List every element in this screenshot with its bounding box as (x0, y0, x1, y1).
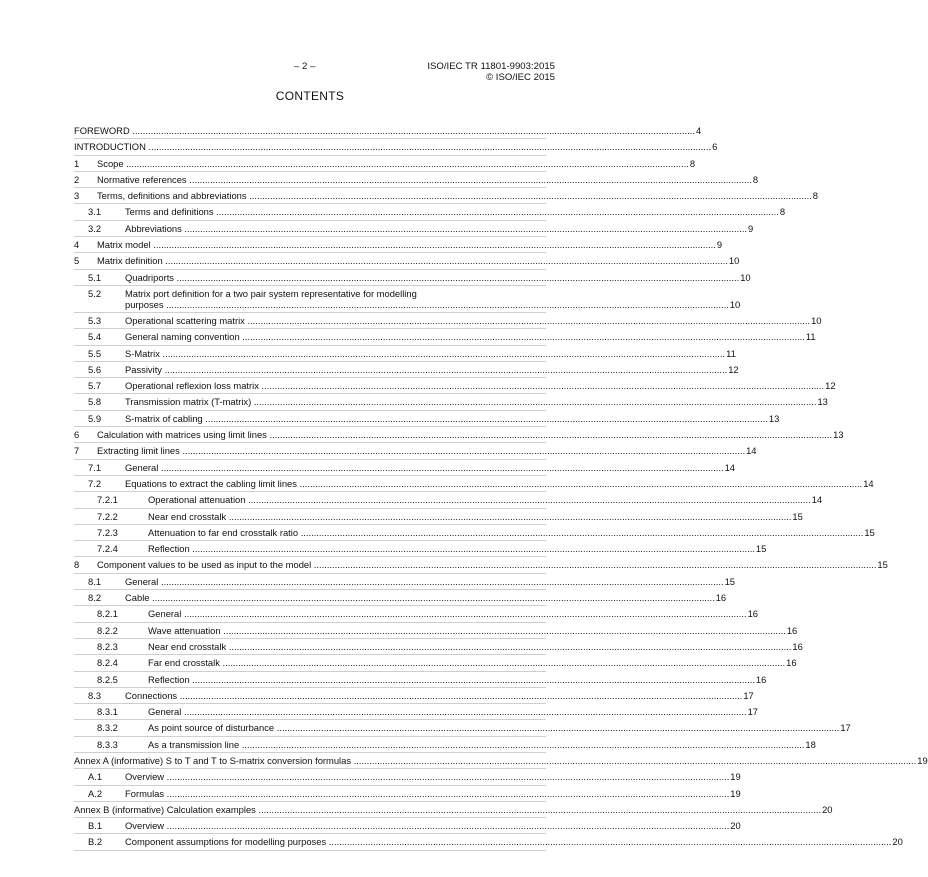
toc-entry-title: General ..... (125, 574, 724, 589)
toc-entry-title: Reflection ..... (148, 541, 755, 556)
toc-entry-title: General ..... (148, 704, 747, 719)
toc-entry-page: 16 (786, 624, 798, 636)
toc-entry[interactable] (74, 688, 754, 704)
toc-entry-page: 8 (779, 206, 786, 218)
toc-entry-title: Connections ..... (125, 688, 742, 703)
toc-entry-number: 5.5 (88, 347, 102, 359)
toc-entry-title: Calculation with matrices using limit lines ..... (97, 427, 832, 442)
toc-entry[interactable] (74, 427, 844, 443)
toc-entry-number: 8.2.3 (97, 640, 118, 652)
toc-entry-page: 13 (817, 396, 828, 408)
toc-entry[interactable] (74, 655, 797, 671)
toc-entry[interactable] (74, 411, 780, 427)
toc-entry[interactable] (74, 753, 928, 769)
toc-entry-number: 7.2 (88, 477, 102, 489)
toc-entry[interactable] (74, 737, 816, 753)
toc-entry-page: 12 (825, 380, 836, 392)
toc-entry-number: 5.7 (88, 380, 102, 392)
toc-entry[interactable] (74, 237, 723, 253)
toc-entry-page: 14 (724, 461, 736, 473)
toc-entry-page: 16 (715, 592, 727, 604)
toc-entry-page: 10 (728, 255, 740, 267)
toc-entry[interactable] (74, 362, 739, 378)
toc-entry-page: 16 (747, 608, 759, 620)
toc-entry-page: 13 (833, 429, 844, 441)
toc-entry-page: 15 (755, 543, 767, 555)
toc-entry-page: 9 (716, 239, 723, 251)
toc-entry-title: Operational attenuation ..... (148, 492, 811, 507)
toc-entry-title: Component values to be used as input to the model ..... (97, 557, 876, 572)
toc-entry-title: Near end crosstalk ..... (148, 509, 791, 524)
toc-entry-title: Attenuation to far end crosstalk ratio ..... (148, 525, 863, 540)
toc-entry[interactable] (74, 253, 740, 269)
toc-entry-number: A.1 (88, 771, 103, 783)
toc-entry-page: 20 (730, 820, 741, 832)
toc-entry-page: 15 (724, 575, 736, 587)
toc-entry-number: 8.2 (88, 592, 102, 604)
toc-entry-page: 10 (811, 314, 822, 326)
toc-entry-title: Scope ..... (97, 156, 689, 171)
toc-entry-title: Overview ..... (125, 769, 729, 784)
toc-entry-title: Transmission matrix (T-matrix) ..... (125, 394, 816, 409)
toc-entry[interactable] (74, 639, 803, 655)
toc-entry-page: 9 (748, 222, 754, 234)
toc-entry-number: 1 (74, 157, 80, 169)
toc-entry-number: B.2 (88, 836, 103, 848)
toc-entry[interactable] (74, 394, 828, 410)
toc-entry-page: 11 (805, 331, 816, 343)
toc-entry-page: 14 (811, 494, 823, 506)
toc-entry-page: 17 (743, 689, 754, 701)
toc-entry[interactable] (74, 346, 736, 362)
toc-entry-page: 14 (863, 477, 874, 489)
toc-entry-title: Extracting limit lines ..... (97, 443, 745, 458)
toc-entry-page: 6 (712, 141, 718, 153)
toc-entry[interactable] (74, 590, 727, 606)
toc-entry-number: 7.2.1 (97, 494, 118, 506)
toc-entry-number: 7.2.4 (97, 543, 118, 555)
toc-entry[interactable] (74, 769, 741, 785)
toc-entry-number: 3.2 (88, 222, 102, 234)
toc-entry-title: INTRODUCTION ..... (74, 139, 711, 154)
toc-entry-page: 8 (689, 157, 696, 169)
toc-entry-number: A.2 (88, 787, 103, 799)
toc-entry[interactable] (74, 704, 759, 720)
toc-entry-page: 19 (730, 771, 741, 783)
toc-entry-number: 7.2.2 (97, 510, 118, 522)
toc-entry-title: Overview ..... (125, 818, 729, 833)
toc-entry-number: 3 (74, 190, 80, 202)
toc-entry-title: Abbreviations ..... (125, 221, 747, 236)
toc-entry-title: General ..... (148, 606, 747, 621)
toc-entry-number: 8.2.4 (97, 657, 118, 669)
toc-entry-title: General naming convention ..... (125, 329, 805, 344)
toc-entry-title: Far end crosstalk ..... (148, 655, 785, 670)
toc-entry[interactable] (74, 786, 741, 802)
toc-entry[interactable] (74, 509, 803, 525)
toc-entry-title: Quadriports ..... (125, 270, 739, 285)
toc-entry-page: 15 (864, 526, 875, 538)
toc-entry-title: S-matrix of cabling ..... (125, 411, 768, 426)
toc-entry-page: 10 (740, 271, 751, 283)
toc-entry[interactable] (74, 802, 833, 818)
toc-entry[interactable] (74, 492, 823, 508)
toc-entry-number: 5.1 (88, 271, 102, 283)
toc-entry-title: As point source of disturbance ..... (148, 720, 839, 735)
toc-entry[interactable] (74, 720, 851, 736)
toc-entry[interactable] (74, 188, 818, 204)
toc-entry-title: General ..... (125, 460, 724, 475)
toc-entry[interactable] (74, 156, 696, 172)
toc-entry-title: Wave attenuation ..... (148, 623, 786, 638)
toc-entry-number: 7.2.3 (97, 526, 118, 538)
toc-entry-title: As a transmission line ..... (148, 737, 804, 752)
toc-entry-page: 17 (840, 722, 851, 734)
toc-entry-title: Cable ..... (125, 590, 715, 605)
toc-entry[interactable] (74, 818, 741, 834)
toc-entry-title: Equations to extract the cabling limit lines ..... (125, 476, 862, 491)
toc-entry-title: Passivity ..... (125, 362, 727, 377)
toc-entry[interactable] (74, 623, 798, 639)
toc-entry-title: Formulas ..... (125, 786, 729, 801)
toc-entry-page: 12 (728, 363, 739, 375)
toc-entry-title: Terms and definitions ..... (125, 204, 779, 219)
toc-entry-title: Annex A (informative) S to T and T to S-matrix conversion formulas ..... (74, 753, 916, 768)
toc-entry-number: 8.3.1 (97, 706, 118, 718)
toc-entry[interactable] (74, 443, 757, 459)
toc-entry-title: S-Matrix ..... (125, 346, 725, 361)
toc-entry[interactable] (74, 834, 903, 850)
toc-entry[interactable] (74, 329, 816, 345)
toc-entry-page: 18 (805, 738, 816, 750)
toc-entry-title: Operational scattering matrix ..... (125, 313, 810, 328)
toc-entry-number: 8.3 (88, 689, 102, 701)
document-id: ISO/IEC TR 11801-9903:2015 (427, 61, 555, 72)
toc-entry[interactable] (74, 204, 786, 220)
toc-entry-title: Terms, definitions and abbreviations ..... (97, 188, 812, 203)
toc-entry-title: FOREWORD ..... (74, 123, 695, 138)
toc-entry-page: 8 (752, 173, 759, 185)
toc-entry-number: 4 (74, 239, 80, 251)
toc-entry-number: 7 (74, 445, 80, 457)
toc-entry-number: 8.1 (88, 575, 102, 587)
toc-entry-number: 7.1 (88, 461, 102, 473)
toc-entry-number: 6 (74, 429, 80, 441)
toc-entry-title: Matrix port definition for a two pair system representative for modelling (125, 287, 417, 299)
toc-entry-number: 2 (74, 173, 80, 185)
toc-entry[interactable] (74, 123, 702, 139)
toc-entry-number: 5.3 (88, 314, 102, 326)
toc-entry-title: Component assumptions for modelling purposes ..... (125, 834, 891, 849)
toc-entry-page: 11 (726, 347, 736, 359)
toc-entry-number: 5.2 (88, 287, 102, 299)
table-of-contents (74, 123, 928, 851)
toc-entry-page: 10 (729, 299, 741, 311)
toc-entry-page: 19 (917, 754, 928, 766)
toc-entry[interactable] (74, 557, 888, 573)
toc-entry[interactable] (74, 606, 759, 622)
toc-entry[interactable] (74, 286, 741, 313)
toc-entry-page: 15 (792, 510, 803, 522)
toc-entry[interactable] (74, 172, 759, 188)
copyright-line: © ISO/IEC 2015 (486, 72, 555, 83)
toc-entry-page: 15 (877, 559, 888, 571)
toc-entry-title: Operational reflexion loss matrix ..... (125, 378, 824, 393)
toc-entry[interactable] (74, 541, 767, 557)
toc-entry-page: 20 (822, 803, 833, 815)
toc-entry[interactable] (74, 378, 836, 394)
toc-entry-page: 8 (812, 190, 818, 202)
toc-entry-page: 14 (746, 445, 757, 457)
toc-entry-title: Matrix model ..... (97, 237, 716, 252)
toc-entry-number: B.1 (88, 820, 103, 832)
toc-entry-page: 16 (755, 673, 767, 685)
toc-entry-number: 5 (74, 255, 80, 267)
toc-entry-title: Annex B (informative) Calculation examples ..... (74, 802, 821, 817)
toc-entry-page: 16 (792, 640, 803, 652)
toc-entry[interactable] (74, 525, 875, 541)
toc-entry[interactable] (74, 476, 874, 492)
toc-entry-number: 5.9 (88, 412, 102, 424)
toc-entry-page: 13 (768, 412, 780, 424)
toc-entry-page: 17 (747, 706, 759, 718)
toc-entry-title-continued: purposes ..... (125, 299, 729, 311)
toc-entry[interactable] (74, 672, 767, 688)
toc-entry-page: 4 (695, 125, 702, 136)
toc-entry-page: 19 (730, 787, 741, 799)
toc-entry[interactable] (74, 139, 718, 155)
page-title: CONTENTS (275, 89, 345, 103)
toc-entry-number: 5.4 (88, 331, 102, 343)
toc-entry-page: 16 (786, 657, 797, 669)
toc-entry-number: 8.2.2 (97, 624, 118, 636)
toc-entry-title: Matrix definition ..... (97, 253, 728, 268)
toc-entry-number: 8.2.1 (97, 608, 118, 620)
toc-entry-number: 5.6 (88, 363, 102, 375)
toc-entry-number: 8 (74, 559, 80, 571)
toc-entry[interactable] (74, 574, 736, 590)
toc-entry-number: 5.8 (88, 396, 102, 408)
toc-entry-number: 8.2.5 (97, 673, 118, 685)
toc-entry-number: 3.1 (88, 206, 102, 218)
toc-entry[interactable] (74, 270, 751, 286)
toc-entry-title: Normative references ..... (97, 172, 752, 187)
toc-entry[interactable] (74, 460, 736, 476)
toc-entry-number: 8.3.2 (97, 722, 118, 734)
toc-entry-title: Reflection ..... (148, 672, 755, 687)
page-number: – 2 – (294, 61, 316, 72)
toc-entry[interactable] (74, 313, 822, 329)
toc-entry-title: Near end crosstalk ..... (148, 639, 791, 654)
toc-entry-number: 8.3.3 (97, 738, 118, 750)
toc-entry-page: 20 (892, 836, 903, 848)
toc-entry[interactable] (74, 221, 754, 237)
